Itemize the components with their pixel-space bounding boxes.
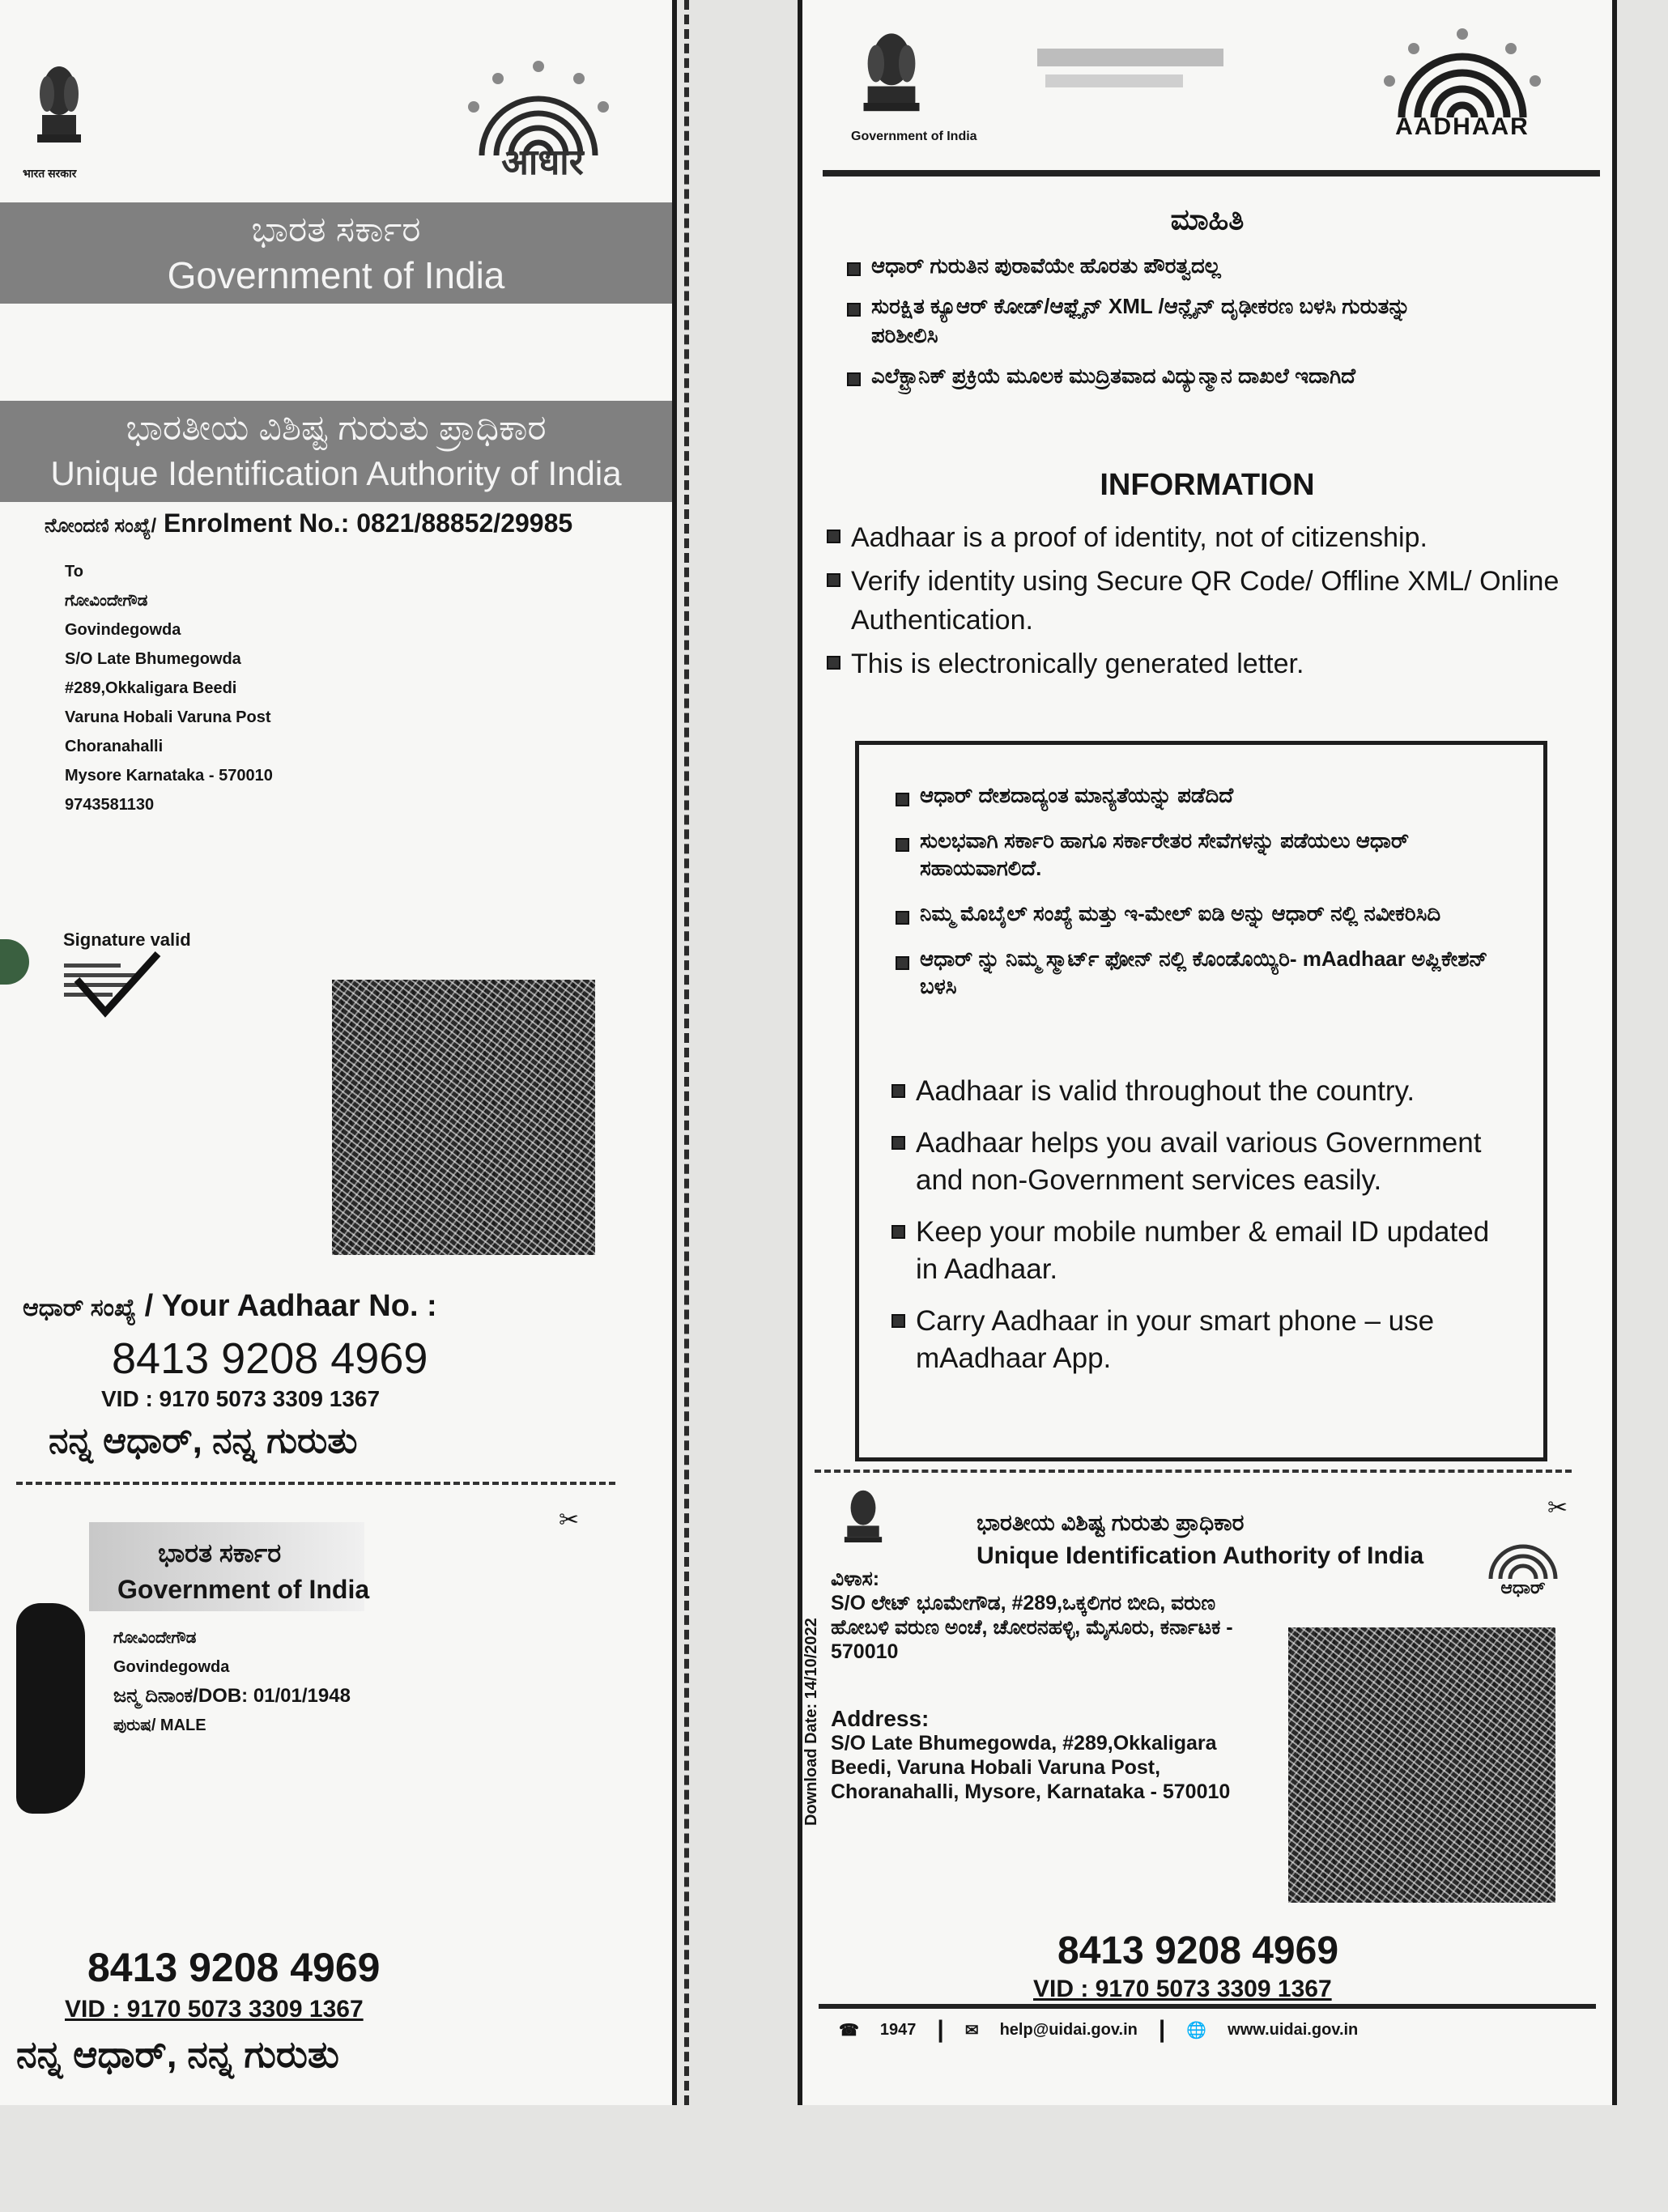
footer-contacts bbox=[839, 2016, 1592, 2044]
card-uidai-kannada: ಭಾರತೀಯ ವಿಶಿಷ್ಟ ಗುರುತು ಪ್ರಾಧಿಕಾರ bbox=[977, 1510, 1245, 1535]
mahiti-list bbox=[847, 251, 1414, 390]
information-item: This is electronically generated letter. bbox=[827, 644, 1596, 683]
information-list bbox=[827, 518, 1596, 683]
redacted-photo bbox=[16, 1603, 85, 1814]
recipient-address bbox=[65, 557, 405, 819]
scissors-icon: ✂ bbox=[559, 1507, 580, 1534]
national-emblem-icon bbox=[855, 28, 928, 121]
address-english-text: S/O Late Bhumegowda, #289,Okkaligara Beedi, Varuna Hobali Varuna Post, Choranahalli, Mysore, Karnataka - 570010 bbox=[831, 1732, 1231, 1803]
redacted-header-line bbox=[1045, 74, 1183, 87]
card-aadhaar-number: 8413 9208 4969 bbox=[1057, 1929, 1339, 1972]
footer-email[interactable]: help@uidai.gov.in bbox=[999, 2020, 1138, 2039]
signature-label: Signature valid bbox=[63, 929, 191, 950]
benefit-kannada-item: ಆಧಾರ್ ನ್ನು ನಿಮ್ಮ ಸ್ಮಾರ್ಟ್ ಫೋನ್ ನಲ್ಲಿ ಕೊಂಡೊಯ್ಯಿರಿ- mAadhaar ಅಪ್ಲಿಕೇಶನ್ ಬಳಸಿ bbox=[896, 945, 1511, 1000]
cut-line bbox=[16, 1482, 615, 1485]
mahiti-title: ಮಾಹಿತಿ bbox=[1170, 202, 1245, 236]
card-vid: VID : 9170 5073 3309 1367 bbox=[65, 1996, 364, 2023]
card-uidai-english: Unique Identification Authority of India bbox=[977, 1542, 1424, 1569]
aadhaar-label: / Your Aadhaar No. : bbox=[144, 1289, 437, 1323]
aadhaar-logo-icon bbox=[1369, 24, 1555, 121]
aadhaar-logo-text: आधार bbox=[501, 143, 584, 182]
address-line: #289,Okkaligara Beedi bbox=[65, 679, 237, 697]
phone-icon: ☎ bbox=[839, 2021, 859, 2040]
card-name-english: Govindegowda bbox=[113, 1658, 230, 1676]
enrolment-label-kannada: ನೋಂದಣಿ ಸಂಖ್ಯೆ/ bbox=[45, 515, 157, 537]
benefits-kannada-list bbox=[896, 781, 1511, 1000]
information-title: INFORMATION bbox=[1100, 468, 1315, 502]
card-address-kannada bbox=[831, 1567, 1252, 1664]
aadhaar-number: 8413 9208 4969 bbox=[112, 1334, 428, 1383]
card-gov-english: Government of India bbox=[117, 1575, 370, 1604]
card-address-english bbox=[831, 1707, 1252, 1804]
scissors-icon: ✂ bbox=[1547, 1495, 1568, 1521]
address-line: 9743581130 bbox=[65, 796, 155, 814]
information-item: Aadhaar is a proof of identity, not of citizenship. bbox=[827, 518, 1596, 557]
band-uidai-kannada: ಭಾರತೀಯ ವಿಶಿಷ್ಟ ಗುರುತು ಪ್ರಾಧಿಕಾರ bbox=[126, 408, 547, 448]
signature-check-icon bbox=[61, 947, 174, 1020]
card-aadhaar-number: 8413 9208 4969 bbox=[87, 1945, 381, 1990]
benefit-kannada-item: ನಿಮ್ಮ ಮೊಬೈಲ್ ಸಂಖ್ಯೆ ಮತ್ತು ಇ-ಮೇಲ್ ಐಡಿ ಅನ್ನು ಆಧಾರ್ ನಲ್ಲಿ ನವೀಕರಿಸಿದಿ bbox=[896, 900, 1511, 927]
footer-divider: | bbox=[1158, 2016, 1166, 2043]
footer-rule bbox=[819, 2004, 1596, 2009]
band-uidai-english: Unique Identification Authority of India bbox=[50, 454, 622, 492]
address-line: To bbox=[65, 563, 83, 581]
card-dob: ಜನ್ಮ ದಿನಾಂಕ/DOB: 01/01/1948 bbox=[113, 1685, 351, 1707]
qr-code bbox=[332, 980, 595, 1255]
aadhaar-label-kannada: ಆಧಾರ್ ಸಂಖ್ಯೆ bbox=[23, 1295, 137, 1321]
tagline-kannada: ನನ್ನ ಆಧಾರ್, ನನ್ನ ಗುರುತು bbox=[49, 1421, 358, 1461]
footer-phone: 1947 bbox=[879, 2020, 917, 2039]
vid-number: VID : 9170 5073 3309 1367 bbox=[101, 1386, 381, 1411]
enrolment-label: Enrolment No.: bbox=[164, 508, 350, 538]
emblem-caption: भारत सरकार bbox=[23, 167, 77, 180]
benefit-kannada-item: ಆಧಾರ್ ದೇಶದಾದ್ಯಂತ ಮಾನ್ಯತೆಯನ್ನು ಪಡೆದಿದೆ bbox=[896, 781, 1511, 809]
benefits-english-list bbox=[891, 1073, 1507, 1377]
globe-icon: 🌐 bbox=[1186, 2021, 1207, 2040]
benefit-english-item: Aadhaar helps you avail various Government and non-Government services easily. bbox=[891, 1125, 1507, 1199]
mahiti-item: ಸುರಕ್ಷಿತ ಕ್ಯೂಆರ್ ಕೋಡ್/ಆಫ್ಲೈನ್ XML /ಆನ್ಲೈನ್ ದೃಢೀಕರಣ ಬಳಸಿ ಗುರುತನ್ನು ಪರಿಶೀಲಿಸಿ bbox=[847, 291, 1414, 350]
card-logo-text: ಆಧಾರ್ bbox=[1500, 1577, 1546, 1597]
address-line: Varuna Hobali Varuna Post bbox=[65, 708, 271, 726]
address-label: Address: bbox=[831, 1706, 930, 1731]
national-emblem-icon bbox=[839, 1482, 887, 1555]
left-vertical-cut-line bbox=[684, 0, 689, 2105]
government-band bbox=[0, 202, 672, 304]
card-qr-code bbox=[1288, 1627, 1555, 1903]
address-line: Choranahalli bbox=[65, 738, 164, 755]
mahiti-item: ಎಲೆಕ್ಟ್ರಾನಿಕ್ ಪ್ರಕ್ರಿಯೆ ಮೂಲಕ ಮುದ್ರಿತವಾದ ವಿದ್ಯುನ್ಮಾನ ದಾಖಲೆ ಇದಾಗಿದೆ bbox=[847, 361, 1414, 390]
enrolment-number: 0821/88852/29985 bbox=[356, 508, 573, 538]
address-line: S/O Late Bhumegowda bbox=[65, 650, 241, 668]
cut-line bbox=[815, 1470, 1572, 1473]
download-date: Download Date: 14/10/2022 bbox=[802, 1618, 820, 1826]
card-details bbox=[113, 1623, 437, 1740]
card-gov-kannada: ಭಾರತ ಸರ್ಕಾರ bbox=[158, 1538, 282, 1568]
address-kannada-text: S/O ಲೇಟ್ ಭೂಮೇಗೌಡ, #289,ಒಕ್ಕಲಿಗರ ಬೀದಿ, ವರುಣ ಹೋಬಳಿ ವರುಣ ಅಂಚೆ, ಚೋರನಹಳ್ಳಿ, ಮೈಸೂರು, ಕರ್ನಾಟಕ - 570010 bbox=[831, 1592, 1233, 1663]
band-gov-kannada: ಭಾರತ ಸರ್ಕಾರ bbox=[251, 210, 421, 249]
aadhaar-logo-text: AADHAAR bbox=[1395, 113, 1530, 140]
gov-caption: Government of India bbox=[851, 130, 977, 143]
benefit-english-item: Keep your mobile number & email ID updated in Aadhaar. bbox=[891, 1214, 1507, 1288]
left-letter-page bbox=[0, 0, 677, 2105]
enrolment-row bbox=[45, 508, 572, 538]
card-gender: ಪುರುಷ/ MALE bbox=[113, 1716, 206, 1734]
card-vid: VID : 9170 5073 3309 1367 bbox=[1033, 1976, 1332, 2002]
mahiti-item: ಆಧಾರ್ ಗುರುತಿನ ಪುರಾವೆಯೇ ಹೊರತು ಪೌರತ್ವದಲ್ಲ bbox=[847, 251, 1414, 280]
card-tagline-kannada: ನನ್ನ ಆಧಾರ್, ನನ್ನ ಗುರುತು bbox=[16, 2033, 339, 2075]
benefits-box bbox=[855, 741, 1547, 1461]
benefit-kannada-item: ಸುಲಭವಾಗಿ ಸರ್ಕಾರಿ ಹಾಗೂ ಸರ್ಕಾರೇತರ ಸೇವೆಗಳನ್ನು ಪಡೆಯಲು ಆಧಾರ್ ಸಹಾಯವಾಗಲಿದೆ. bbox=[896, 827, 1511, 882]
redacted-header-line bbox=[1037, 49, 1223, 66]
address-kannada-label: ವಿಳಾಸ: bbox=[831, 1568, 880, 1590]
band-gov-english: Government of India bbox=[167, 254, 505, 296]
card-name-kannada: ಗೋವಿಂದೇಗೌಡ bbox=[113, 1629, 197, 1647]
header-rule bbox=[823, 170, 1600, 177]
benefit-english-item: Carry Aadhaar in your smart phone – use mAadhaar App. bbox=[891, 1303, 1507, 1377]
binder-clip bbox=[0, 939, 29, 985]
address-line: ಗೋವಿಂದೇಗೌಡ bbox=[65, 592, 148, 610]
mail-icon: ✉ bbox=[964, 2021, 979, 2040]
benefit-english-item: Aadhaar is valid throughout the country. bbox=[891, 1073, 1507, 1110]
footer-divider: | bbox=[937, 2016, 944, 2043]
address-line: Mysore Karnataka - 570010 bbox=[65, 767, 273, 785]
aadhaar-number-label-row bbox=[23, 1289, 437, 1324]
information-item: Verify identity using Secure QR Code/ Offline XML/ Online Authentication. bbox=[827, 562, 1596, 640]
national-emblem-icon bbox=[31, 58, 87, 164]
right-letter-page bbox=[798, 0, 1617, 2105]
footer-website[interactable]: www.uidai.gov.in bbox=[1228, 2020, 1359, 2039]
address-line: Govindegowda bbox=[65, 621, 181, 639]
uidai-band bbox=[0, 401, 672, 502]
